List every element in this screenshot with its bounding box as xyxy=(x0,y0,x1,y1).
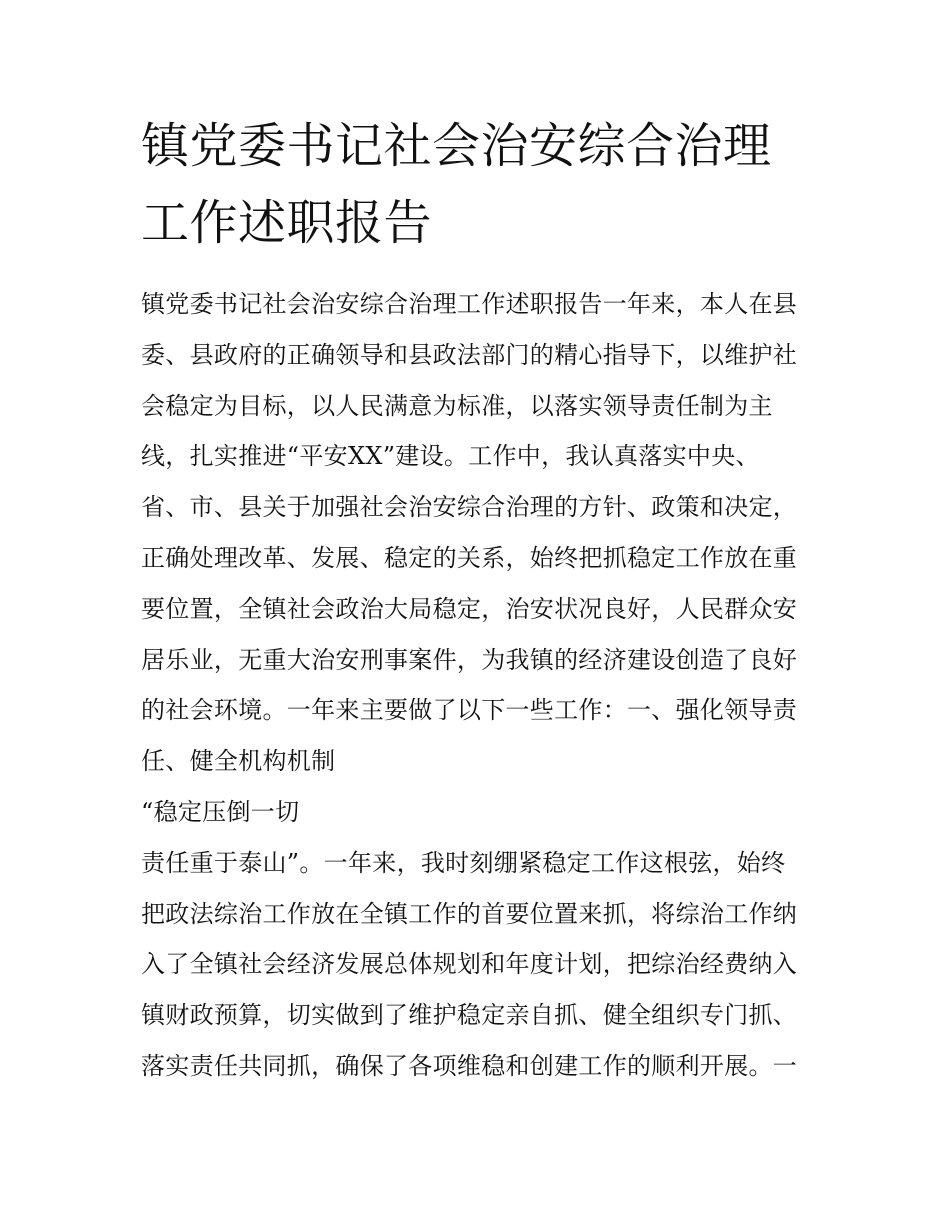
body-line: 把政法综治工作放在全镇工作的首要位置来抓，将综治工作纳 xyxy=(141,899,798,928)
body-line: 镇党委书记社会治安综合治理工作述职报告一年来，本人在县 xyxy=(141,290,798,318)
body-line: 责任重于泰山”。一年来，我时刻绷紧稳定工作这根弦，始终 xyxy=(141,848,786,877)
body-line: 落实责任共同抓，确保了各项维稳和创建工作的顺利开展。一 xyxy=(141,1051,798,1080)
body-line: “稳定压倒一切 xyxy=(141,797,300,826)
body-line: 省、市、县关于加强社会治安综合治理的方针、政策和决定， xyxy=(141,493,798,522)
body-line: 要位置，全镇社会政治大局稳定，治安状况良好，人民群众安 xyxy=(141,594,798,623)
document-body xyxy=(141,279,831,1092)
body-line: 委、县政府的正确领导和县政法部门的精心指导下，以维护社 xyxy=(141,340,798,369)
body-line: 镇财政预算，切实做到了维护稳定亲自抓、健全组织专门抓、 xyxy=(141,1001,798,1030)
body-line: 任、健全机构机制 xyxy=(141,747,336,776)
body-line: 会稳定为目标，以人民满意为标准，以落实领导责任制为主 xyxy=(141,391,773,420)
title-line: 镇党委书记社会治安综合治理 xyxy=(141,118,772,174)
document-title xyxy=(141,108,821,262)
body-line: 居乐业，无重大治安刑事案件，为我镇的经济建设创造了良好 xyxy=(141,645,798,674)
title-line: 工作述职报告 xyxy=(141,195,433,251)
body-line: 的社会环境。一年来主要做了以下一些工作：一、强化领导责 xyxy=(141,696,798,725)
body-line: 线，扎实推进“平安XX”建设。工作中，我认真落实中央、 xyxy=(141,442,760,471)
body-line: 正确处理改革、发展、稳定的关系，始终把抓稳定工作放在重 xyxy=(141,543,798,572)
body-line: 入了全镇社会经济发展总体规划和年度计划，把综治经费纳入 xyxy=(141,950,798,979)
